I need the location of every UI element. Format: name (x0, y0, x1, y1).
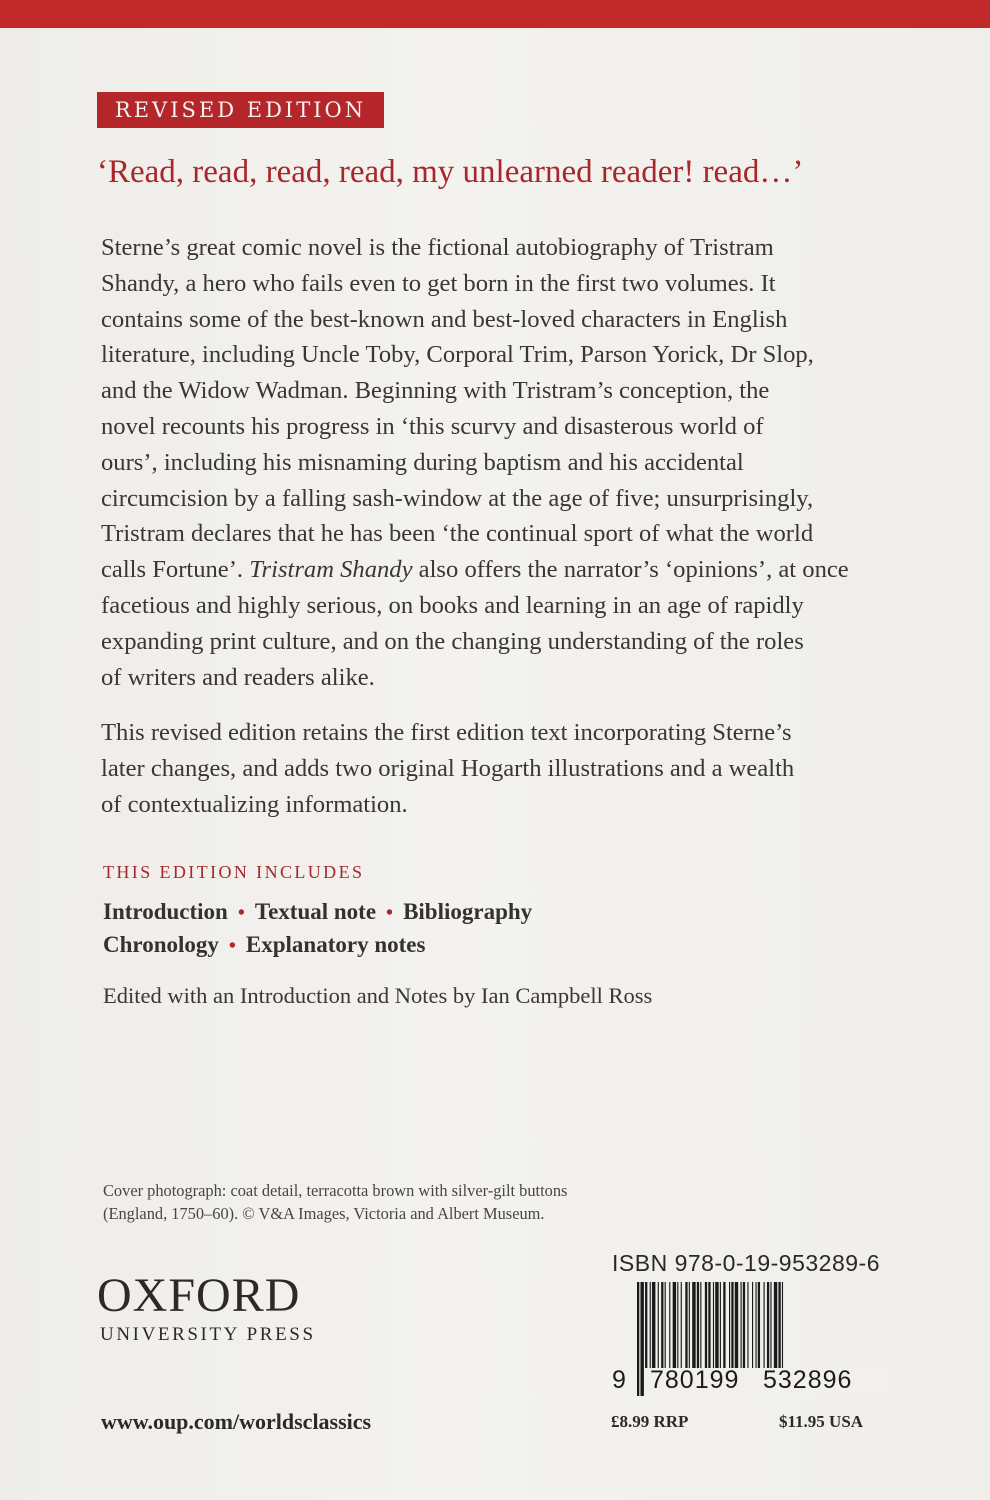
barcode-bar (747, 1282, 748, 1368)
line-text: calls Fortune’. (101, 556, 250, 584)
barcode-bar (681, 1282, 682, 1368)
includes-item: Textual note (254, 899, 377, 924)
barcode-bar (700, 1282, 701, 1368)
description-line: of contextualizing information. (101, 790, 408, 818)
description-line: contains some of the best-known and best-loved characters in English (101, 305, 788, 333)
publisher-subtitle: UNIVERSITY PRESS (100, 1324, 316, 1345)
description-paragraph-1 (101, 230, 901, 695)
includes-item: Introduction (103, 899, 228, 924)
price-gbp: £8.99 RRP (611, 1412, 689, 1431)
credit-line: (England, 1750–60). © V&A Images, Victoria and Albert Museum. (103, 1204, 545, 1223)
description-line: Shandy, a hero who fails even to get born in the first two volumes. It (101, 269, 776, 297)
barcode-bar (774, 1282, 777, 1368)
barcode-lead-digit: 9 (612, 1366, 626, 1394)
barcode-bar (677, 1282, 678, 1368)
credit-line: Cover photograph: coat detail, terracotta brown with silver-gilt buttons (103, 1181, 568, 1200)
description-line: ours’, including his misnaming during baptism and his accidental (101, 448, 744, 476)
price-usd: $11.95 USA (779, 1412, 864, 1431)
barcode-bar (689, 1282, 690, 1368)
barcode-bar (669, 1282, 670, 1368)
barcode-bar (665, 1282, 666, 1368)
barcode-bar (705, 1282, 707, 1368)
barcode-bar (770, 1282, 771, 1368)
description-line: of writers and readers alike. (101, 663, 375, 691)
barcode-bar (652, 1282, 655, 1368)
description-paragraph-2 (101, 715, 901, 822)
description-line: literature, including Uncle Toby, Corporal Trim, Parson Yorick, Dr Slop, (101, 341, 814, 369)
includes-item: Explanatory notes (245, 932, 426, 957)
barcode-bar (764, 1282, 765, 1368)
barcode-bar (735, 1282, 738, 1368)
description-line (101, 552, 901, 588)
book-title-italic: Tristram Shandy (249, 556, 413, 584)
barcode-bar (692, 1282, 695, 1368)
barcode-bar (752, 1282, 753, 1368)
includes-heading: THIS EDITION INCLUDES (103, 862, 365, 882)
bullet-icon: • (237, 902, 245, 924)
barcode-bar (741, 1282, 742, 1368)
description-line: facetious and highly serious, on books and learning in an age of rapidly (101, 591, 804, 619)
barcode-bar (685, 1282, 687, 1368)
barcode-bar (755, 1282, 756, 1368)
barcode-bar (697, 1282, 699, 1368)
description-line: This revised edition retains the first edition text incorporating Sterne’s (101, 719, 792, 746)
barcode-right-digits: 532896 (763, 1366, 853, 1394)
description-line: and the Widow Wadman. Beginning with Tristram’s conception, the (101, 377, 770, 405)
publisher-name: OXFORD (97, 1269, 301, 1322)
barcode-bar (673, 1282, 676, 1368)
barcode-bar (723, 1282, 725, 1368)
barcode-bar (637, 1282, 639, 1396)
line-text: also offers the narrator’s ‘opinions’, at once (412, 556, 849, 584)
publisher-url[interactable]: www.oup.com/worldsclassics (101, 1409, 372, 1434)
barcode-bar (729, 1282, 730, 1368)
editor-credit: Edited with an Introduction and Notes by Ian Campbell Ross (103, 983, 653, 1008)
includes-item: Bibliography (403, 899, 533, 924)
description-line: expanding print culture, and on the changing understanding of the roles (101, 627, 804, 655)
oxford-logo (97, 1270, 316, 1346)
barcode-bar (640, 1282, 643, 1396)
barcode-left-digits: 780199 (650, 1366, 740, 1394)
barcode-bar (758, 1282, 760, 1368)
barcode-bar (645, 1282, 647, 1368)
description-line: later changes, and adds two original Hogarth illustrations and a wealth (101, 754, 795, 782)
bullet-icon: • (386, 902, 394, 924)
description-line: novel recounts his progress in ‘this scurvy and disasterous world of (101, 412, 764, 440)
barcode-bar (720, 1282, 721, 1368)
bullet-icon: • (228, 935, 236, 957)
barcode-bar (661, 1282, 663, 1368)
cover-photo-credit (103, 1179, 567, 1225)
barcode-bar (658, 1282, 659, 1368)
isbn-label: ISBN 978-0-19-953289-6 (612, 1250, 880, 1276)
barcode-bar (650, 1282, 651, 1368)
includes-row (103, 899, 532, 925)
includes-item: Chronology (103, 932, 219, 957)
barcode-bar (731, 1282, 733, 1368)
includes-row (103, 932, 425, 958)
description-line: Sterne’s great comic novel is the fictional autobiography of Tristram (101, 234, 774, 261)
barcode-bar (743, 1282, 745, 1368)
pull-quote: ‘Read, read, read, read, my unlearned reader! read…’ (97, 154, 804, 190)
top-red-band (0, 0, 990, 28)
description-line: circumcision by a falling sash-window at the age of five; unsurprisingly, (101, 484, 814, 512)
description-line: Tristram declares that he has been ‘the continual sport of what the world (101, 520, 814, 548)
revised-edition-badge: REVISED EDITION (97, 92, 384, 128)
barcode-bar (767, 1282, 769, 1368)
barcode-bar (715, 1282, 718, 1368)
